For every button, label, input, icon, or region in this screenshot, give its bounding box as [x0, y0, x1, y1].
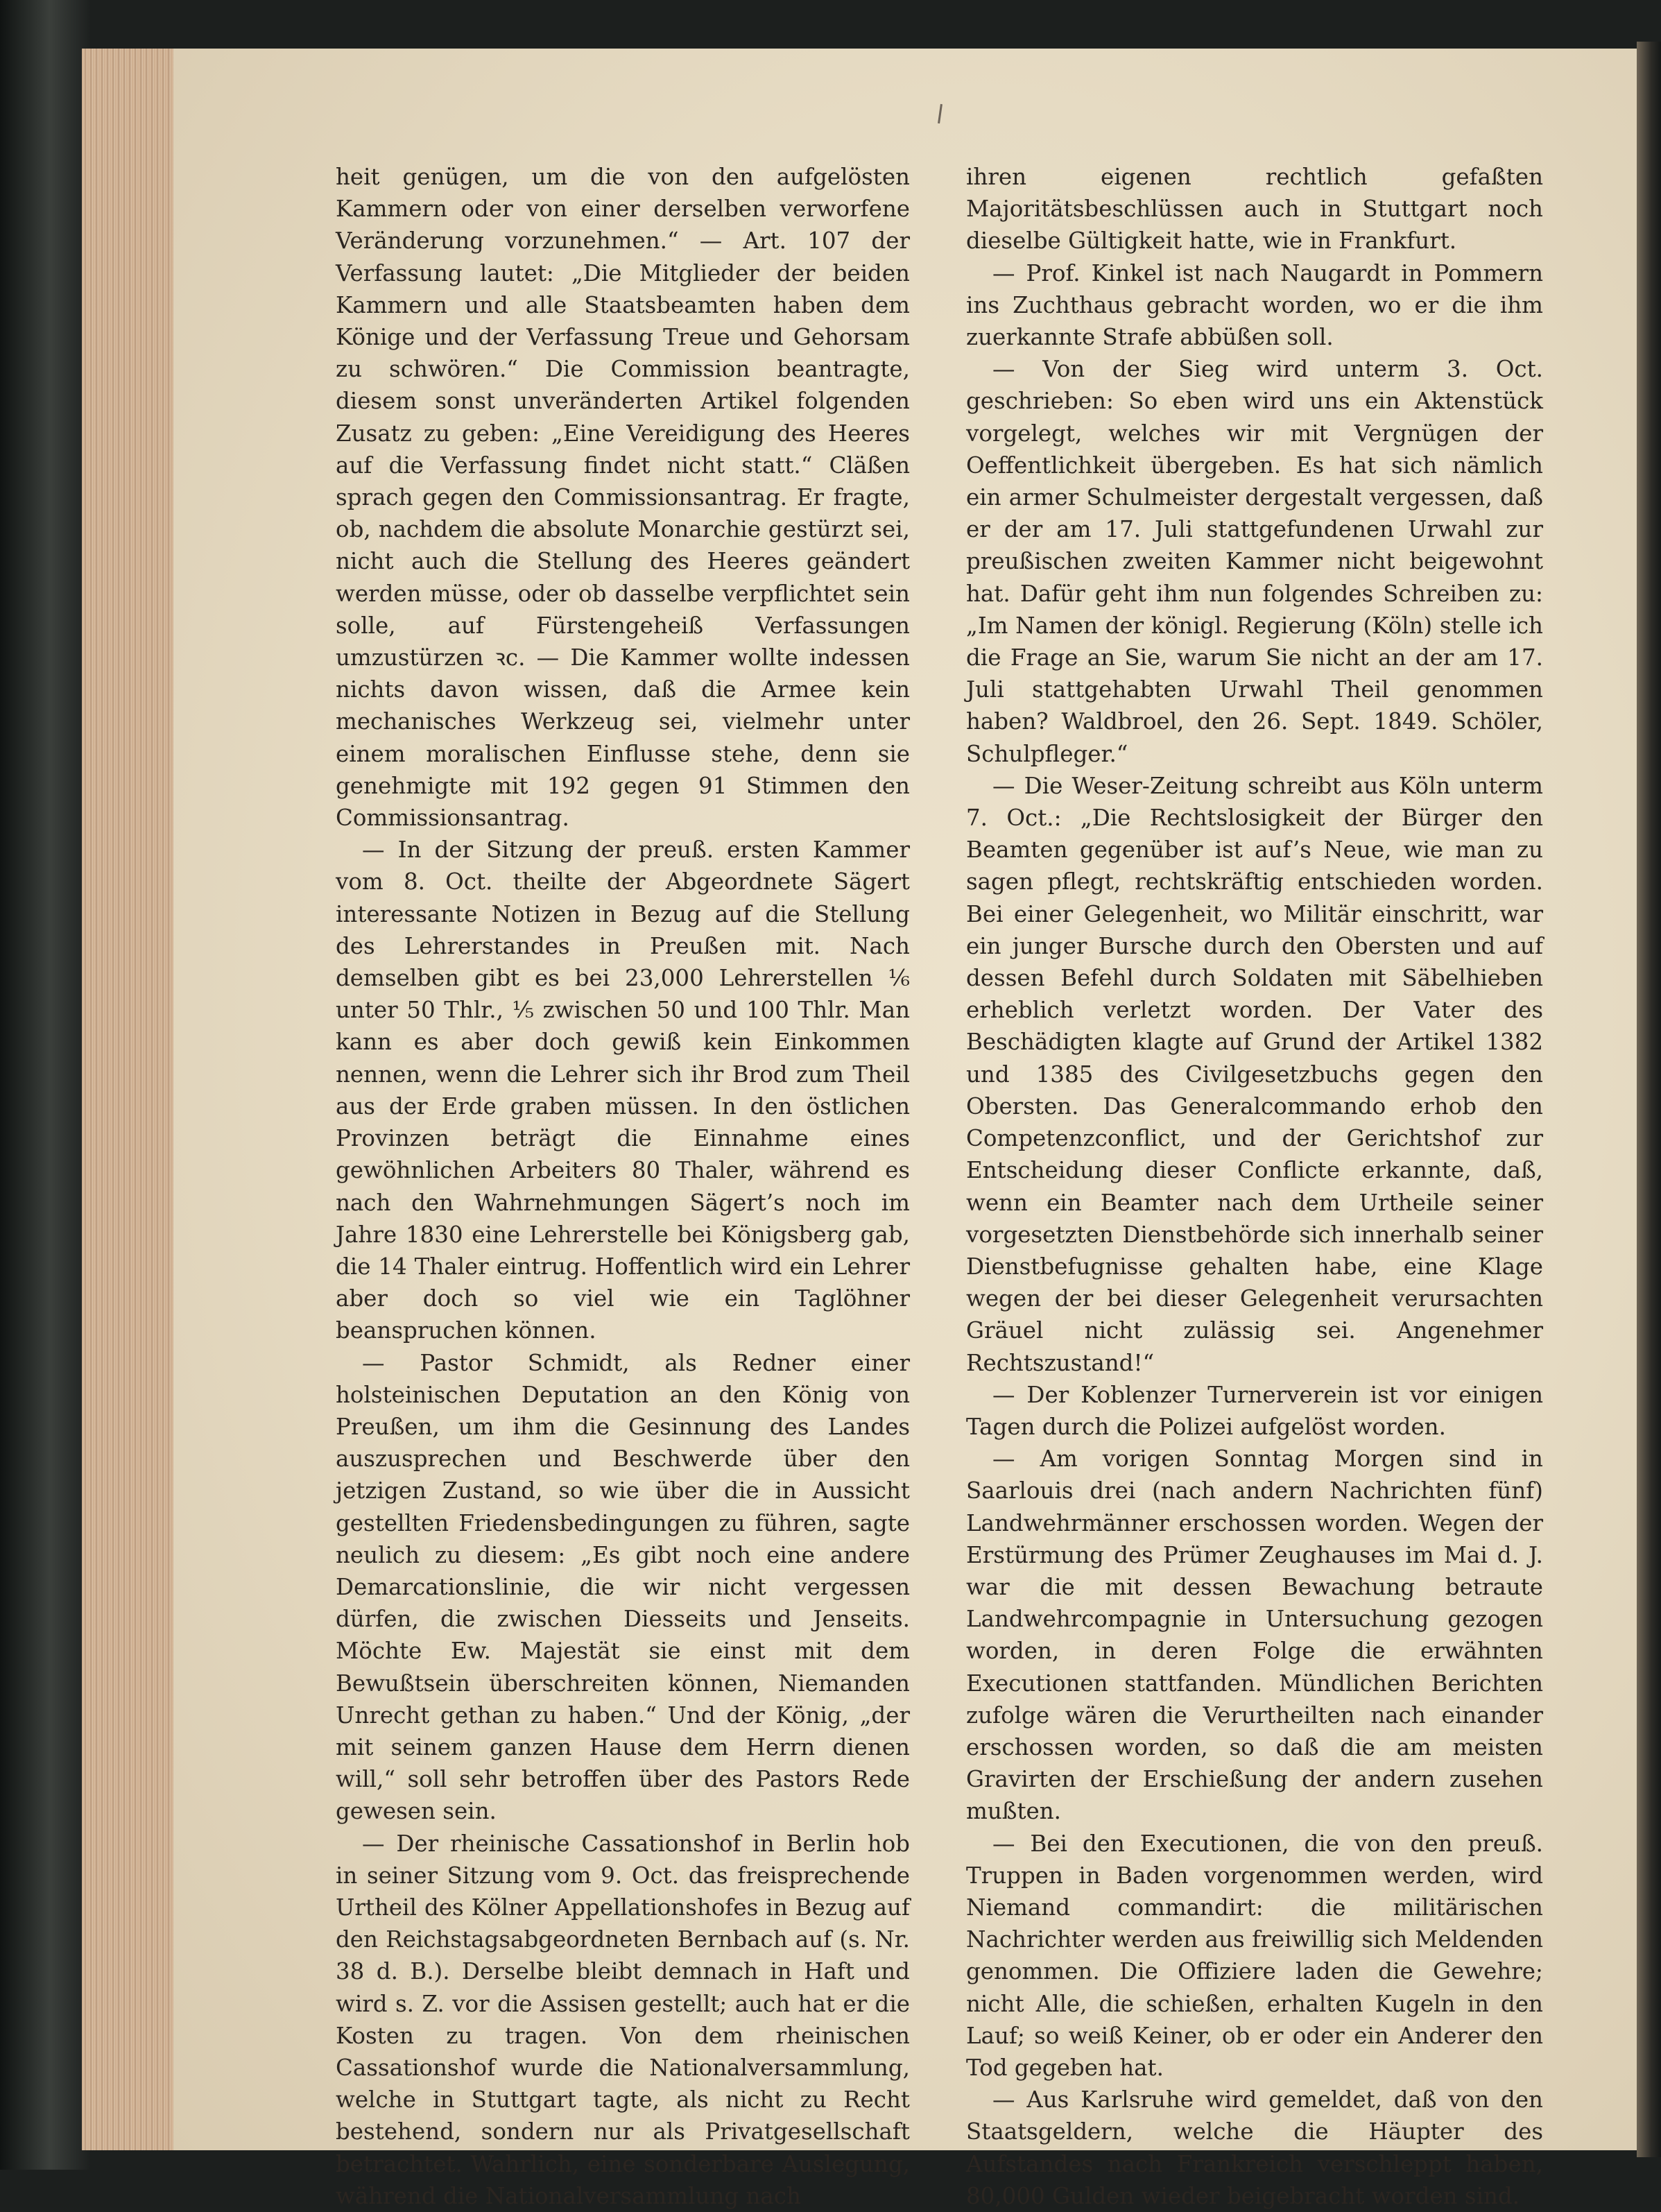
page-edges — [82, 49, 180, 2150]
book-binding — [0, 0, 90, 2170]
paragraph: — Von der Sieg wird unterm 3. Oct. geschrieben: So eben wird uns ein Aktenstück vorgelegt, welches wir mit Vergnügen der Oeffentlichkeit übergeben. Es hat sich nämlich ein armer Schulmeister dergestalt vergessen, daß er der am 17. Juli stattgefundenen Urwahl zur preußischen zweiten Kammer nicht beigewohnt hat. Dafür geht ihm nun folgendes Schreiben zu: „Im Namen der königl. Regierung (Köln) stelle ich die Frage an Sie, warum Sie nicht an der am 17. Juli stattgehabten Urwahl Theil genommen haben? Waldbroel, den 26. Sept. 1849. Schöler, Schulpfleger.“ — [966, 356, 1543, 767]
paragraph: — Der Koblenzer Turnerverein ist vor einigen Tagen durch die Polizei aufgelöst worden. — [966, 1381, 1543, 1440]
paragraph: heit genügen, um die von den aufgelösten Kammern oder von einer derselben verworfene Veränderung vorzunehmen.“ — Art. 107 der Verfassung lautet: „Die Mitglieder der beiden Kammern und alle Staatsbeamten haben dem Könige und der Verfassung Treue und Gehorsam zu schwören.“ Die Commission beantragte, diesem sonst unveränderten Artikel folgenden Zusatz zu geben: „Eine Vereidigung des Heeres auf die Verfassung findet nicht statt.“ Cläßen sprach gegen den Commissionsantrag. Er fragte, ob, nachdem die absolute Monarchie gestürzt sei, nicht auch die Stellung des Heeres geändert werden müsse, oder ob dasselbe verpflichtet sein solle, auf Fürstengeheiß Verfassungen umzustürzen ꝛc. — Die Kammer wollte indessen nichts davon wissen, daß die Armee kein mechanisches Werkzeug sei, vielmehr unter einem moralischen Einflusse stehe, denn sie genehmigte mit 192 gegen 91 Stimmen den Commissionsantrag. — [336, 164, 910, 832]
paragraph: — In der Sitzung der preuß. ersten Kammer vom 8. Oct. theilte der Abgeordnete Sägert interessante Notizen in Bezug auf die Stellung des Lehrerstandes in Preußen mit. Nach demselben gibt es bei 23,000 Lehrerstellen ⅙ unter 50 Thlr., ⅕ zwischen 50 und 100 Thlr. Man kann es aber doch gewiß kein Einkommen nennen, wenn die Lehrer sich ihr Brod zum Theil aus der Erde graben müssen. In den östlichen Provinzen beträgt die Einnahme eines gewöhnlichen Arbeiters 80 Thaler, während es nach den Wahrnehmungen Sägert’s noch im Jahre 1830 eine Lehrerstelle bei Königsberg gab, die 14 Thaler eintrug. Hoffentlich wird ein Lehrer aber doch so viel wie ein Taglöhner beanspruchen können. — [336, 837, 910, 1344]
paragraph: — Pastor Schmidt, als Redner einer holsteinischen Deputation an den König von Preußen, um ihm die Gesinnung des Landes auszusprechen und Beschwerde über den jetzigen Zustand, so wie über die in Aussicht gestellten Friedensbedingungen zu führen, sagte neulich zu diesem: „Es gibt noch eine andere Demarcationslinie, die wir nicht vergessen dürfen, die zwischen Diesseits und Jenseits. Möchte Ew. Majestät sie einst mit dem Bewußtsein überschreiten können, Niemanden Unrecht gethan zu haben.“ Und der König, „der mit seinem ganzen Hause dem Herrn dienen will,“ soll sehr betroffen über des Pastors Rede gewesen sein. — [336, 1349, 910, 1825]
right-column — [966, 161, 1543, 2212]
paragraph: — Aus Karlsruhe wird gemeldet, daß von den Staatsgeldern, welche die Häupter des Aufstandes nach Frankreich verschleppt haben, 80,000 Gulden wieder beigebracht worden sind. — [966, 2086, 1543, 2209]
paragraph: — Der rheinische Cassationshof in Berlin hob in seiner Sitzung vom 9. Oct. das freisprechende Urtheil des Kölner Appellationshofes in Bezug auf den Reichstagsabgeordneten Bernbach auf (s. Nr. 38 d. B.). Derselbe bleibt demnach in Haft und wird s. Z. vor die Assisen gestellt; auch hat er die Kosten zu tragen. Von dem rheinischen Cassationshof wurde die Nationalversammlung, welche in Stuttgart tagte, als nicht zu Recht bestehend, sondern nur als Privatgesellschaft betrachtet. Wahrlich, eine sonderbare Auslegung, während die Nationalversammlung nach — [336, 1830, 910, 2209]
book-cover-edge — [1637, 42, 1661, 2157]
paragraph: — Bei den Executionen, die von den preuß. Truppen in Baden vorgenommen werden, wird Niemand commandirt: die militärischen Nachrichter werden aus freiwillig sich Meldenden genommen. Die Offiziere laden die Gewehre; nicht Alle, die schießen, erhalten Kugeln in den Lauf; so weiß Keiner, ob er oder ein Anderer den Tod gegeben hat. — [966, 1830, 1543, 2081]
paragraph: — Am vorigen Sonntag Morgen sind in Saarlouis drei (nach andern Nachrichten fünf) Landwehrmänner erschossen worden. Wegen der Erstürmung des Prümer Zeughauses im Mai d. J. war die mit dessen Bewachung betraute Landwehrcompagnie in Untersuchung gezogen worden, in deren Folge die erwähnten Executionen stattfanden. Mündlichen Berichten zufolge wären die Verurtheilten nach einander erschossen worden, so daß die am meisten Gravirten der Erschießung der andern zusehen mußten. — [966, 1446, 1543, 1825]
left-column — [336, 161, 910, 2212]
paragraph: ihren eigenen rechtlich gefaßten Majoritätsbeschlüssen auch in Stuttgart noch dieselbe Gültigkeit hatte, wie in Frankfurt. — [966, 164, 1543, 255]
paragraph: — Prof. Kinkel ist nach Naugardt in Pommern ins Zuchthaus gebracht worden, wo er die ihm zuerkannte Strafe abbüßen soll. — [966, 259, 1543, 351]
paragraph: — Die Weser-Zeitung schreibt aus Köln unterm 7. Oct.: „Die Rechtslosigkeit der Bürger den Beamten gegenüber ist auf’s Neue, wie man zu sagen pflegt, rechtskräftig entschieden worden. Bei einer Gelegenheit, wo Militär einschritt, war ein junger Bursche durch den Obersten und auf dessen Befehl durch Soldaten mit Säbelhieben erheblich verletzt worden. Der Vater des Beschädigten klagte auf Grund der Artikel 1382 und 1385 des Civilgesetzbuchs gegen den Obersten. Das Generalcommando erhob den Competenzconflict, und der Gerichtshof zur Entscheidung dieser Conflicte erkannte, daß, wenn ein Beamter nach dem Urtheile seiner vorgesetzten Dienstbehörde sich innerhalb seiner Dienstbefugnisse gehalten habe, eine Klage wegen der bei dieser Gelegenheit verursachten Gräuel nicht zulässig sei. Angenehmer Rechtszustand!“ — [966, 772, 1543, 1376]
